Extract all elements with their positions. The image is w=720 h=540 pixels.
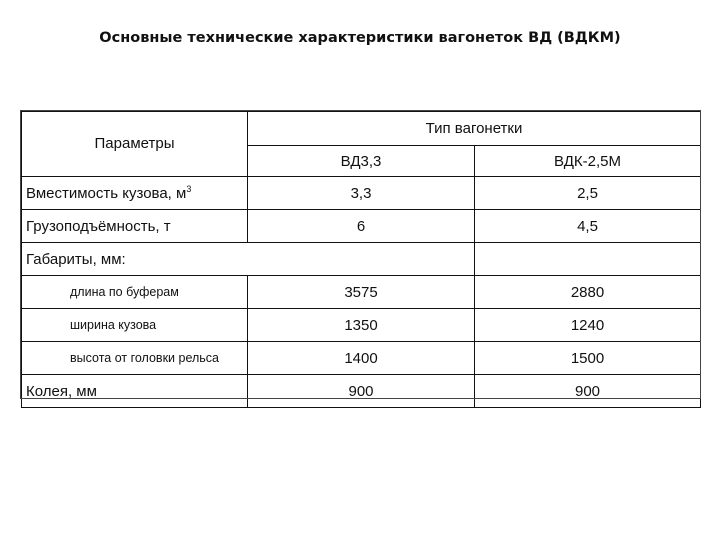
cell-value: 1500 (475, 342, 701, 375)
row-label: ширина кузова (22, 309, 248, 342)
col2-header: ВДК-2,5М (475, 146, 701, 177)
cell-value: 4,5 (475, 210, 701, 243)
row-label: высота от головки рельса (22, 342, 248, 375)
param-header: Параметры (94, 135, 175, 152)
table-row (22, 342, 701, 375)
cell-value: 3,3 (248, 177, 475, 210)
col1-header: ВД3,3 (248, 146, 475, 177)
type-header: Тип вагонетки (425, 120, 523, 137)
table-row (22, 243, 701, 276)
row-label (22, 177, 248, 210)
cell-value: 900 (248, 375, 475, 408)
row-label: Колея, мм (22, 375, 248, 408)
capacity-unit-sup: 3 (186, 184, 192, 194)
page-title: Основные технические характеристики вагонеток ВД (ВДКМ) (99, 30, 621, 46)
cell-value: 1400 (248, 342, 475, 375)
cell-empty (248, 243, 475, 276)
row-label: Грузоподъёмность, т (22, 210, 248, 243)
table-row (22, 177, 701, 210)
cell-value: 900 (475, 375, 701, 408)
cell-value: 6 (248, 210, 475, 243)
table-row (22, 210, 701, 243)
row-label: длина по буферам (22, 276, 248, 309)
table-row (22, 309, 701, 342)
specs-table (21, 111, 701, 408)
type-header-cell (248, 112, 701, 146)
cell-value: 2,5 (475, 177, 701, 210)
capacity-label: Вместимость кузова, м (26, 185, 187, 202)
row-label: Габариты, мм: (22, 243, 248, 276)
table-row (22, 276, 701, 309)
table-header-row (22, 112, 701, 146)
cell-value: 3575 (248, 276, 475, 309)
cell-value: 2880 (475, 276, 701, 309)
cell-value: 1240 (475, 309, 701, 342)
param-header-cell (22, 112, 248, 177)
cell-empty (475, 243, 701, 276)
table-row (22, 375, 701, 408)
cell-value: 1350 (248, 309, 475, 342)
